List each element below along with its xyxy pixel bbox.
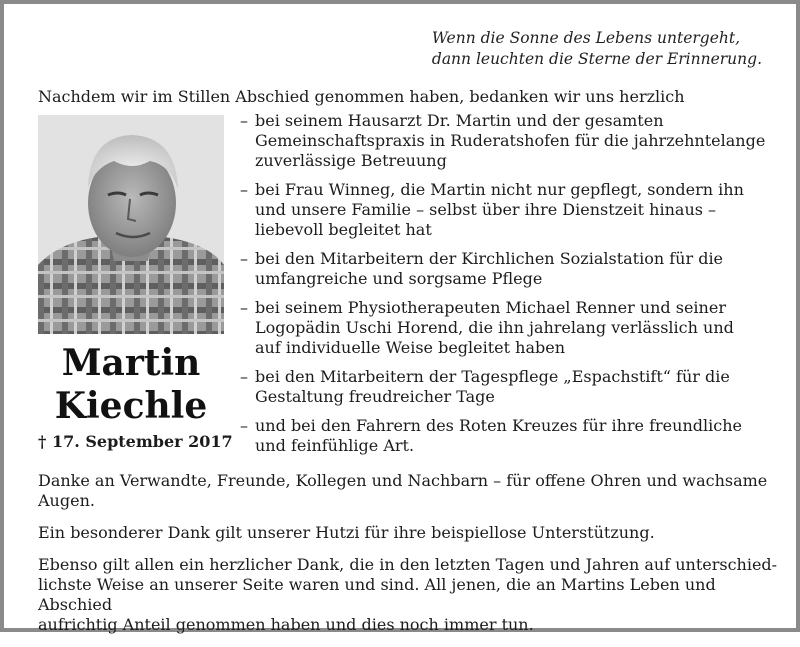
thanks-relatives-paragraph — [38, 471, 778, 511]
list-item-line: liebevoll begleitet hat — [255, 220, 432, 239]
motto-quote — [432, 28, 762, 70]
list-item — [240, 298, 770, 358]
paragraph-line: lichste Weise an unserer Seite waren und sind. All jenen, die an Martins Leben und Abschied — [38, 575, 716, 614]
list-item — [240, 416, 770, 456]
cross-icon: † — [38, 432, 47, 451]
list-item-line: und unsere Familie – selbst über ihre Dienstzeit hinaus – — [255, 200, 717, 219]
paragraph-line: aufrichtig Anteil genommen haben und dies noch immer tun. — [38, 615, 534, 634]
death-date-line — [38, 432, 233, 452]
thanks-list — [240, 111, 770, 465]
list-item-line: Gestaltung freudreicher Tage — [255, 387, 495, 406]
paragraph-line: Ein besonderer Dank gilt unserer Hutzi für ihre beispiellose Unterstützung. — [38, 523, 655, 542]
list-item-line: Logopädin Uschi Horend, die ihn jahrelang verlässlich und — [255, 318, 734, 337]
intro-text: Nachdem wir im Stillen Abschied genommen haben, bedanken wir uns herzlich — [38, 87, 685, 106]
list-item — [240, 249, 770, 289]
list-item-line: und feinfühlige Art. — [255, 436, 415, 455]
dash-bullet: – — [240, 416, 248, 435]
list-item-line: auf individuelle Weise begleitet haben — [255, 338, 566, 357]
list-item-line: zuverlässige Betreuung — [255, 151, 447, 170]
portrait-illustration — [38, 115, 224, 334]
paragraph-line: Danke an Verwandte, Freunde, Kollegen und Nachbarn – für offene Ohren und wachsame — [38, 471, 768, 490]
dash-bullet: – — [240, 249, 248, 268]
list-item — [240, 367, 770, 407]
deceased-name — [38, 342, 224, 428]
dash-bullet: – — [240, 367, 248, 386]
death-date: 17. September 2017 — [51, 432, 233, 451]
portrait-photo — [38, 115, 224, 334]
list-item — [240, 111, 770, 171]
list-item-line: Gemeinschaftspraxis in Ruderatshofen für die jahrzehntelange — [255, 131, 766, 150]
paragraph-line: Ebenso gilt allen ein herzlicher Dank, die in den letzten Tagen und Jahren auf unterschied- — [38, 555, 778, 574]
list-item-line: und bei den Fahrern des Roten Kreuzes für ihre freundliche — [255, 416, 742, 435]
first-name: Martin — [61, 342, 201, 384]
general-thanks-paragraph — [38, 555, 778, 635]
list-item-line: bei den Mitarbeitern der Kirchlichen Sozialstation für die — [255, 249, 724, 268]
list-item-line: umfangreiche und sorgsame Pflege — [255, 269, 543, 288]
dash-bullet: – — [240, 111, 248, 130]
list-item — [240, 180, 770, 240]
list-item-line: bei seinem Physiotherapeuten Michael Renner und seiner — [255, 298, 726, 317]
motto-line: Wenn die Sonne des Lebens untergeht, — [431, 29, 741, 47]
last-name: Kiechle — [54, 385, 208, 427]
paragraph-line: Augen. — [38, 491, 95, 510]
list-item-line: bei den Mitarbeitern der Tagespflege „Espachstift“ für die — [255, 367, 730, 386]
dash-bullet: – — [240, 298, 248, 317]
closing-text — [38, 471, 778, 647]
list-item-line: bei Frau Winneg, die Martin nicht nur gepflegt, sondern ihn — [255, 180, 744, 199]
dash-bullet: – — [240, 180, 248, 199]
motto-line: dann leuchten die Sterne der Erinnerung. — [431, 50, 762, 68]
special-thanks-paragraph — [38, 523, 778, 543]
list-item-line: bei seinem Hausarzt Dr. Martin und der gesamten — [255, 111, 664, 130]
